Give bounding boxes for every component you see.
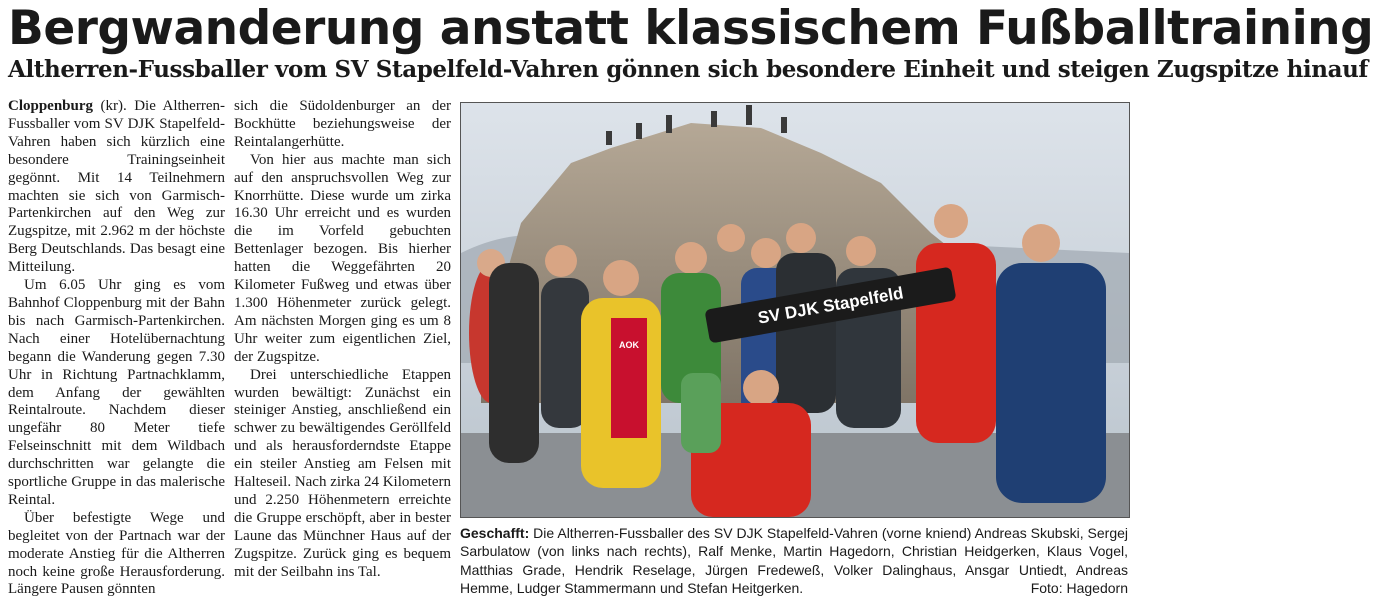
dateline-city: Cloppenburg xyxy=(8,98,94,114)
subheadline: Altherren-Fussballer vom SV Stapelfeld-Vahren gönnen sich besondere Einheit und steigen Zugspitze hinauf xyxy=(8,56,1368,83)
article-paragraph-1 xyxy=(8,98,225,277)
banner-text: SV DJK Stapelfeld xyxy=(756,283,905,328)
article-paragraph-4: Von hier aus machte man sich auf den anspruchsvollen Weg zur Knorrhütte. Diese wurde um zirka 16.30 Uhr erreicht und es wurden die im Vorfeld gebuchten Bettenlager bezogen. Bis hierher hatten die Weggefährten 20 Kilometer Fußweg und etwas über 1.300 Höhenmeter zurück gelegt. Am nächsten Morgen ging es um 8 Uhr weiter zum eigentlichen Ziel, der Zugspitze. xyxy=(234,151,451,365)
article-paragraph-3-continued: sich die Südoldenburger an der Bockhütte beziehungsweise der Reintalangerhütte. xyxy=(234,98,451,150)
group-photo-illustration xyxy=(461,103,1129,517)
article-paragraph-2: Um 6.05 Uhr ging es vom Bahnhof Cloppenburg mit der Bahn bis nach Garmisch-Partenkirchen. Nach einer Hotelübernachtung begann die Wanderung gegen 7.30 Uhr in Richtung Partnachklamm, dem Anfang der gewählten Reintalroute. Nachdem dieser ungefähr 80 Meter tiefe Felseinschnitt mit dem Wildbach durchschritten war gelangte die sportliche Gruppe in das malerische Reintal. xyxy=(8,277,225,508)
article-paragraph-3: Über befestigte Wege und begleitet von der Partnach war der moderate Anstieg für die Altherren noch keine große Herausforderung. Längere Pausen gönnten xyxy=(8,509,225,598)
caption-text: Die Altherren-Fussballer des SV DJK Stapelfeld-Vahren (vorne kniend) Andreas Skubski, Sergej Sarbulatow (von links nach rechts), Ralf Menke, Martin Hagedorn, Christian Heidgerken, Klaus Vogel, Matthias Grade, Hendrik Reselage, Jürgen Fredeweß, Volker Dalinghaus, Ansgar Untiedt, Andreas Hemme, Ludger Stammermann und Stefan Heitgerken. xyxy=(460,525,1128,597)
paragraph-text: Die Altherren-Fussballer vom SV DJK Stapelfeld-Vahren haben sich kürzlich eine besondere Trainingseinheit gegönnt. Mit 14 Teilnehmern machten sie sich von Garmisch-Partenkirchen auf den Weg zur Zugspitze, mit 2.962 m der höchste Berg Deutschlands. Das besagt eine Mitteilung. xyxy=(8,98,225,276)
article-paragraph-5: Drei unterschiedliche Etappen wurden bewältigt: Zunächst ein steiniger Anstieg, anschließend ein schwer zu bewältigendes Geröllfeld und als herausforderndste Etappe ein steiler Anstieg am Felsen mit Halteseil. Nach zirka 24 Kilometern und 2.250 Höhenmetern erreichte die Gruppe erschöpft, aber in bester Laune das Münchner Haus auf der Zugspitze. Zurück ging es bequem mit der Seilbahn ins Tal. xyxy=(234,366,452,580)
caption-lead: Geschafft: xyxy=(460,525,530,541)
shirt-text: AOK xyxy=(619,340,639,350)
article-column-1 xyxy=(8,98,225,599)
article-column-2 xyxy=(234,98,451,581)
headline: Bergwanderung anstatt klassischem Fußballtraining xyxy=(8,1,1373,56)
group-photo xyxy=(460,102,1130,518)
photo-caption xyxy=(460,524,1128,598)
dateline-source: (kr). xyxy=(93,98,135,114)
photo-credit: Foto: Hagedorn xyxy=(1030,580,1128,597)
